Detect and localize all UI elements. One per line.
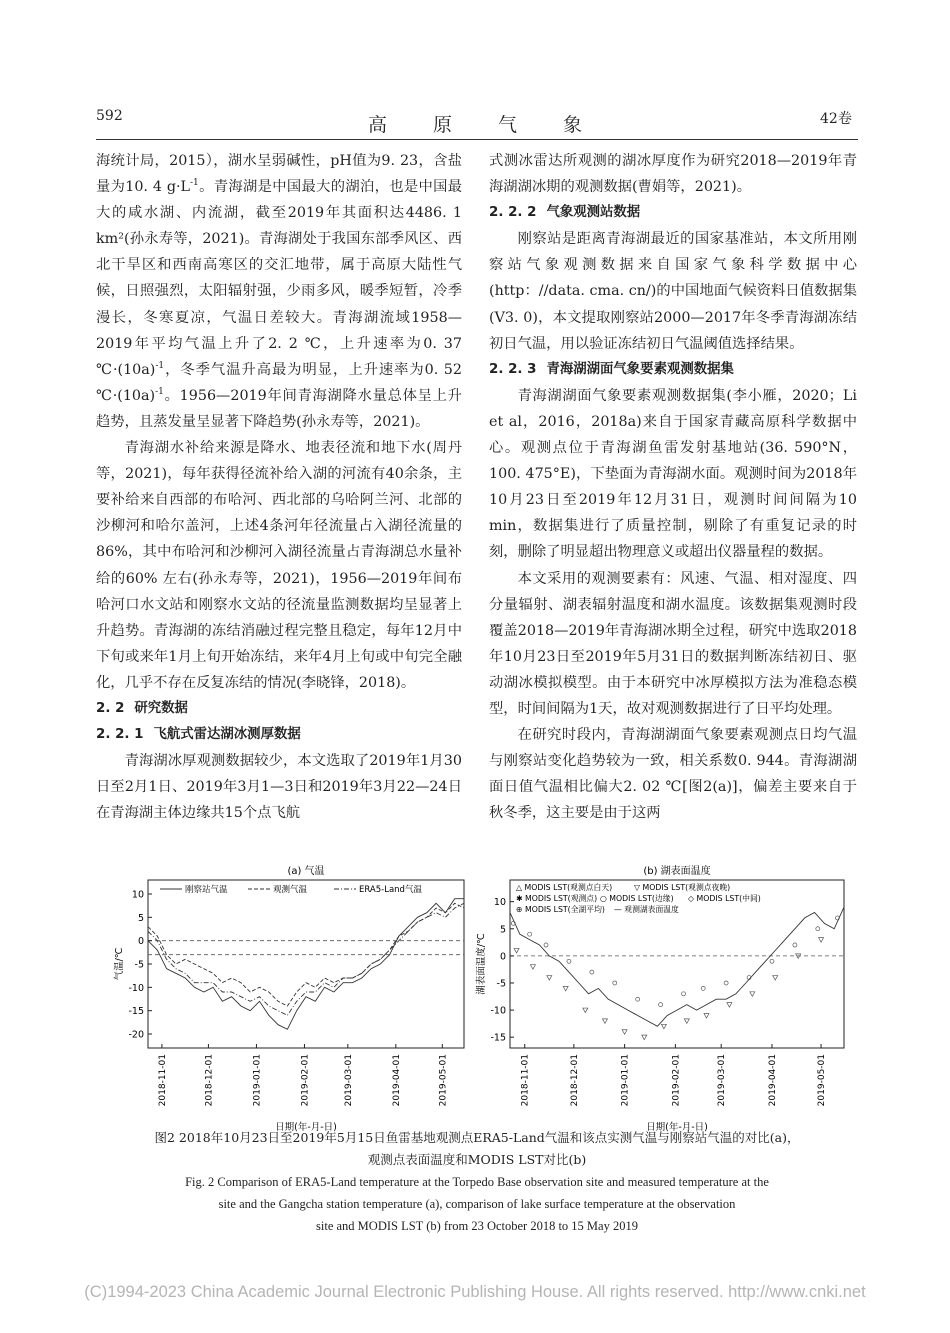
- y-tick-label: 10: [131, 889, 144, 901]
- series-line: [148, 903, 464, 1015]
- figure-caption-en-2: site and the Gangcha station temperature (a), comparison of lake surface temperature at the observation: [218, 1197, 736, 1211]
- y-tick-label: -5: [134, 959, 144, 971]
- data-point: [684, 1019, 689, 1024]
- data-point: [770, 959, 774, 963]
- x-tick-label: 2019-05-01: [438, 1054, 449, 1107]
- y-tick-label: -5: [496, 978, 506, 990]
- chart-title: (b) 湖表面温度: [643, 866, 711, 877]
- subsection-heading: 2. 2. 3 青海湖湖面气象要素观测数据集: [489, 361, 734, 377]
- legend-label: — 观测湖表面温度: [614, 905, 679, 914]
- y-tick-label: -10: [128, 982, 144, 994]
- data-point: [682, 992, 686, 996]
- chart-a: [100, 862, 472, 1133]
- data-point: [701, 986, 705, 990]
- paragraph: 本文采用的观测要素有：风速、气温、相对湿度、四分量辐射、湖表辐射温度和湖水温度。该数据集观测时段覆盖2018—2019年青海湖冰期全过程，研究中选取2018年10月23日至2019年5月31日的数据判断冻结初日、驱动湖冰模拟模型。由于本研究中冰厚模拟方法为准稳态模型，时间间隔为1天，故对观测数据进行了日平均处理。: [489, 570, 857, 717]
- x-tick-label: 2019-01-01: [252, 1054, 263, 1107]
- legend-label: △ MODIS LST(观测点白天): [516, 883, 613, 892]
- x-tick-label: 2018-12-01: [569, 1054, 580, 1107]
- data-point: [819, 938, 824, 943]
- chart-a-svg: [100, 862, 472, 1133]
- chart-b-svg: [474, 862, 850, 1133]
- data-point: [602, 1019, 607, 1024]
- x-tick-label: 2019-02-01: [671, 1054, 682, 1107]
- x-tick-label: 2018-11-01: [520, 1054, 531, 1107]
- paragraph: 在研究时段内，青海湖湖面气象要素观测点日均气温与刚察站变化趋势较为一致，相关系数0. 944。青海湖湖面日值气温相比偏大2. 02 ℃[图2(a)]，偏差主要来自于秋冬季，这主要是由于这两: [489, 727, 857, 822]
- data-point: [636, 997, 640, 1001]
- x-tick-label: 2019-03-01: [717, 1054, 728, 1107]
- y-axis-label: 湖表面温度/℃: [476, 933, 487, 995]
- figure-caption-en-1: Fig. 2 Comparison of ERA5-Land temperature at the Torpedo Base observation site and measured temperature at the: [185, 1175, 769, 1189]
- paragraph: 海统计局，2015），湖水呈弱碱性，pH值为9. 23，含盐量为10. 4 $g\cdot L^{-1}$。青海湖是中国最大的湖泊，也是中国最大的咸水湖、内流湖，截至2019年其面积达4486. 1 km²(孙永寿等，2021)。青海湖处于我国东部季风区、西北干旱区和西南高寒区的交汇地带，属于高原大陆性气候，日照强烈，太阳辐射强，少雨多风，暖季短暂，冷季漫长，冬寒夏凉，气温日差较大。青海湖流域1958—2019年平均气温上升了2. 2 ℃，上升速率为0. 37 $℃\cdot(10a)^{-1}$，冬季气温升高最为明显，上升速率为0. 52 $℃\cdot(10a)^{-1}$。1956—2019年间青海湖降水量总体呈上升趋势，且蒸发量呈显著下降趋势(孙永寿等，2021)。: [96, 153, 462, 430]
- data-point: [590, 970, 594, 974]
- y-tick-label: 0: [499, 951, 506, 963]
- page-number: 592: [96, 108, 123, 124]
- x-tick-label: 2018-12-01: [204, 1054, 215, 1107]
- data-point: [659, 1003, 663, 1007]
- data-point: [530, 965, 535, 970]
- left-column: [96, 148, 462, 826]
- x-tick-label: 2018-11-01: [157, 1054, 168, 1107]
- x-axis-label: 日期(年-月-日): [275, 1122, 337, 1133]
- figure-caption-cn-1: 图2 2018年10月23日至2019年5月15日鱼雷基地观测点ERA5-Land气温和该点实测气温与刚察站气温的对比(a)，: [154, 1130, 800, 1145]
- data-point: [750, 992, 755, 997]
- data-point: [514, 948, 519, 953]
- legend-label: ▽ MODIS LST(观测点夜晚): [634, 883, 731, 892]
- x-axis-label: 日期(年-月-日): [646, 1122, 708, 1133]
- legend-label: 刚察站气温: [185, 885, 228, 895]
- header-rule: [96, 139, 858, 140]
- x-tick-label: 2019-04-01: [391, 1054, 402, 1107]
- x-tick-label: 2019-04-01: [767, 1054, 778, 1107]
- data-point: [661, 1024, 666, 1029]
- data-point: [773, 976, 778, 981]
- x-tick-label: 2019-05-01: [817, 1054, 828, 1107]
- legend-label: ✱ MODIS LST(观测点): [516, 894, 598, 903]
- y-tick-label: 5: [137, 912, 144, 924]
- y-axis-label: 气温/℃: [114, 947, 125, 981]
- y-tick-label: 0: [137, 936, 144, 948]
- data-point: [567, 959, 571, 963]
- paragraph: 青海湖水补给来源是降水、地表径流和地下水(周丹等，2021)，每年获得径流补给入湖的河流有40余条，主要补给来自西部的布哈河、西北部的乌哈阿兰河、北部的沙柳河和哈尔盖河，上述4条河年径流量占入湖径流量的86%，其中布哈河和沙柳河入湖径流量占青海湖总水量补给的60% 左右(孙永寿等，2021)，1956—2019年间布哈河口水文站和刚察水文站的径流量监测数据均呈显著上升趋势。青海湖的冻结消融过程完整且稳定，每年12月中下旬或来年1月上旬开始冻结，来年4月上旬或中旬完全融化，几乎不存在反复冻结的情况(李晓锋，2018)。: [96, 440, 462, 691]
- data-point: [727, 1003, 732, 1008]
- data-point: [544, 943, 548, 947]
- paragraph: 青海湖冰厚观测数据较少，本文选取了2019年1月30日至2月1日、2019年3月1—3日和2019年3月22—24日在青海湖主体边缘共15个点飞航: [96, 753, 462, 822]
- section-heading: 2. 2 研究数据: [96, 700, 188, 716]
- data-point: [642, 1035, 647, 1040]
- y-tick-label: 10: [493, 897, 506, 909]
- y-tick-label: 5: [499, 924, 506, 936]
- data-point: [704, 1013, 709, 1018]
- x-tick-label: 2019-01-01: [620, 1054, 631, 1107]
- subsection-heading: 2. 2. 2 气象观测站数据: [489, 205, 641, 221]
- subsection-heading: 2. 2. 1 飞航式雷达湖冰测厚数据: [96, 727, 301, 743]
- data-point: [583, 1008, 588, 1013]
- legend-label: ERA5-Land气温: [359, 885, 422, 895]
- data-point: [547, 976, 552, 981]
- chart-title: (a) 气温: [287, 866, 325, 877]
- paragraph: 刚察站是距离青海湖最近的国家基准站，本文所用刚察站气象观测数据来自国家气象科学数据中心(http：//data. cma. cn/)的中国地面气候资料日值数据集(V3. 0)，本文提取刚察站2000—2017年冬季青海湖冻结初日气温，用以验证冻结初日气温阈值选择结果。: [489, 231, 857, 352]
- chart-b: [474, 862, 850, 1133]
- data-point: [793, 943, 797, 947]
- volume-label: 42卷: [820, 111, 852, 127]
- data-point: [528, 932, 532, 936]
- series-line: [510, 907, 844, 1026]
- x-tick-label: 2019-02-01: [300, 1054, 311, 1107]
- y-tick-label: -15: [490, 1032, 506, 1044]
- data-point: [563, 986, 568, 991]
- data-point: [622, 1030, 627, 1035]
- figure-caption-cn-2: 观测点表面温度和MODIS LST对比(b): [367, 1152, 587, 1167]
- y-tick-label: -15: [128, 1006, 144, 1018]
- right-column: [489, 148, 857, 826]
- paragraph: 式测冰雷达所观测的湖冰厚度作为研究2018—2019年青海湖湖冰期的观测数据(曹娟等，2021)。: [489, 153, 857, 196]
- copyright-footer: (C)1994-2023 China Academic Journal Electronic Publishing House. All rights reserved. http://www.cnki.net: [84, 1283, 866, 1301]
- x-tick-label: 2019-03-01: [343, 1054, 354, 1107]
- data-point: [816, 927, 820, 931]
- legend-label: ⊕ MODIS LST(全湖平均): [516, 905, 605, 914]
- y-tick-label: -20: [128, 1029, 144, 1041]
- legend-label: ○ MODIS LST(边缘): [600, 894, 674, 903]
- paragraph: 青海湖湖面气象要素观测数据集(李小雁，2020；Li et al，2016，2018a)来自于国家青藏高原科学数据中心。观测点位于青海湖鱼雷发射基地站(36. 590°N，100. 475°E)，下垫面为青海湖水面。观测时间为2018年10月23日至2019年12月31日，观测时间间隔为10 min，数据集进行了质量控制，剔除了有重复记录的时刻，删除了明显超出物理意义或超出仪器量程的数据。: [489, 387, 857, 561]
- legend-label: 观测气温: [273, 885, 308, 895]
- data-point: [724, 981, 728, 985]
- y-tick-label: -10: [490, 1005, 506, 1017]
- journal-title: 高 原 气 象: [367, 114, 603, 136]
- data-point: [613, 981, 617, 985]
- legend-label: ◇ MODIS LST(中间): [688, 894, 761, 903]
- figure-caption-en-3: site and MODIS LST (b) from 23 October 2018 to 15 May 2019: [316, 1219, 638, 1233]
